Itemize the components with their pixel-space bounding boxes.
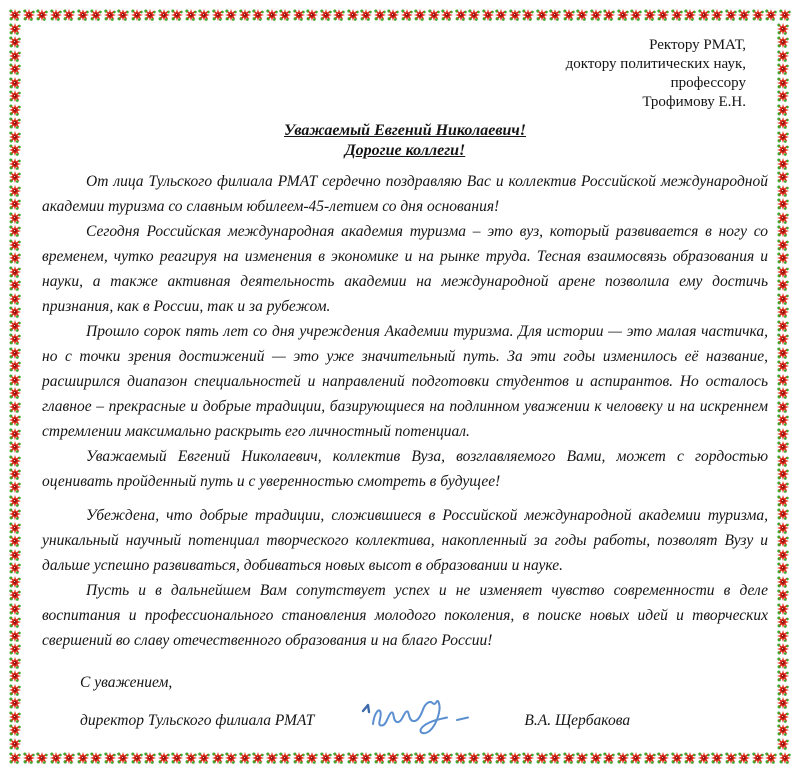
flower-ornament-icon [777, 455, 789, 467]
flower-ornament-icon [23, 9, 35, 21]
flower-ornament-icon [158, 752, 170, 764]
flower-ornament-icon [360, 9, 372, 21]
flower-ornament-icon [77, 9, 89, 21]
flower-ornament-icon [9, 738, 21, 750]
flower-ornament-icon [9, 266, 21, 278]
flower-ornament-icon [428, 752, 440, 764]
flower-ornament-icon [158, 9, 170, 21]
flower-ornament-icon [630, 752, 642, 764]
flower-ornament-icon [509, 752, 521, 764]
flower-ornament-icon [777, 158, 789, 170]
flower-ornament-icon [482, 752, 494, 764]
flower-ornament-icon [644, 752, 656, 764]
flower-ornament-icon [777, 90, 789, 102]
flower-ornament-icon [9, 522, 21, 534]
flower-ornament-icon [777, 603, 789, 615]
flower-ornament-icon [9, 752, 21, 764]
addressee-block [42, 36, 768, 112]
flower-ornament-icon [777, 374, 789, 386]
flower-ornament-icon [9, 711, 21, 723]
flower-ornament-icon [23, 752, 35, 764]
flower-ornament-icon [239, 9, 251, 21]
flower-ornament-icon [468, 9, 480, 21]
flower-ornament-icon [698, 752, 710, 764]
flower-ornament-icon [549, 9, 561, 21]
flower-ornament-icon [779, 9, 791, 21]
flower-ornament-icon [777, 63, 789, 75]
flower-ornament-icon [414, 752, 426, 764]
flower-ornament-icon [777, 630, 789, 642]
flower-ornament-icon [9, 239, 21, 251]
addressee-line: профессору [670, 75, 746, 91]
flower-ornament-icon [777, 77, 789, 89]
flower-ornament-icon [777, 36, 789, 48]
flower-ornament-icon [563, 752, 575, 764]
flower-ornament-icon [777, 428, 789, 440]
salutation-line: Уважаемый Евгений Николаевич! [283, 122, 527, 139]
flower-ornament-icon [333, 9, 345, 21]
flower-ornament-icon [777, 535, 789, 547]
flower-ornament-icon [777, 670, 789, 682]
flower-ornament-icon [9, 347, 21, 359]
flower-ornament-icon [9, 212, 21, 224]
flower-ornament-icon [9, 144, 21, 156]
flower-ornament-icon [36, 752, 48, 764]
flower-ornament-icon [752, 752, 764, 764]
flower-ornament-icon [347, 9, 359, 21]
flower-ornament-icon [9, 670, 21, 682]
flower-ornament-icon [777, 117, 789, 129]
flower-ornament-icon [777, 724, 789, 736]
flower-ornament-icon [9, 589, 21, 601]
flower-ornament-icon [104, 9, 116, 21]
flower-ornament-icon [590, 9, 602, 21]
flower-ornament-icon [9, 643, 21, 655]
flower-ornament-icon [9, 603, 21, 615]
flower-ornament-icon [777, 50, 789, 62]
flower-ornament-icon [657, 9, 669, 21]
flower-ornament-icon [777, 320, 789, 332]
flower-ornament-icon [563, 9, 575, 21]
flower-ornament-icon [777, 293, 789, 305]
flower-ornament-icon [50, 9, 62, 21]
ornament-border-right [777, 23, 790, 750]
flower-ornament-icon [401, 9, 413, 21]
flower-ornament-icon [9, 23, 21, 35]
flower-ornament-icon [765, 752, 777, 764]
flower-ornament-icon [212, 752, 224, 764]
flower-ornament-icon [293, 752, 305, 764]
ornament-border-top [9, 9, 791, 22]
flower-ornament-icon [198, 752, 210, 764]
flower-ornament-icon [90, 9, 102, 21]
flower-ornament-icon [374, 752, 386, 764]
flower-ornament-icon [617, 9, 629, 21]
flower-ornament-icon [777, 279, 789, 291]
flower-ornament-icon [725, 752, 737, 764]
ornament-border-left [9, 23, 22, 750]
flower-ornament-icon [63, 9, 75, 21]
flower-ornament-icon [441, 752, 453, 764]
flower-ornament-icon [9, 293, 21, 305]
flower-ornament-icon [171, 752, 183, 764]
flower-ornament-icon [777, 387, 789, 399]
flower-ornament-icon [698, 9, 710, 21]
flower-ornament-icon [360, 752, 372, 764]
flower-ornament-icon [117, 9, 129, 21]
flower-ornament-icon [536, 9, 548, 21]
flower-ornament-icon [212, 9, 224, 21]
flower-ornament-icon [777, 360, 789, 372]
closing-position: директор Тульского филиала РМАТ [80, 711, 315, 729]
flower-ornament-icon [63, 752, 75, 764]
flower-ornament-icon [279, 752, 291, 764]
flower-ornament-icon [9, 374, 21, 386]
flower-ornament-icon [576, 752, 588, 764]
flower-ornament-icon [777, 333, 789, 345]
flower-ornament-icon [9, 306, 21, 318]
flower-ornament-icon [777, 306, 789, 318]
flower-ornament-icon [9, 333, 21, 345]
flower-ornament-icon [509, 9, 521, 21]
flower-ornament-icon [441, 9, 453, 21]
flower-ornament-icon [495, 752, 507, 764]
flower-ornament-icon [777, 252, 789, 264]
flower-ornament-icon [171, 9, 183, 21]
flower-ornament-icon [455, 9, 467, 21]
flower-ornament-icon [9, 576, 21, 588]
salutation-line: Дорогие коллеги! [344, 142, 466, 159]
addressee-line: доктору политических наук, [565, 56, 746, 72]
flower-ornament-icon [777, 441, 789, 453]
flower-ornament-icon [9, 198, 21, 210]
flower-ornament-icon [617, 752, 629, 764]
flower-ornament-icon [549, 752, 561, 764]
addressee-line: Ректору РМАТ, [649, 37, 746, 53]
flower-ornament-icon [9, 468, 21, 480]
ornament-border-bottom [9, 752, 791, 765]
flower-ornament-icon [777, 144, 789, 156]
flower-ornament-icon [777, 643, 789, 655]
flower-ornament-icon [266, 752, 278, 764]
signature-dash [457, 718, 468, 721]
flower-ornament-icon [9, 441, 21, 453]
closing-block [42, 670, 768, 743]
flower-ornament-icon [9, 684, 21, 696]
signature-tick [363, 705, 369, 712]
flower-ornament-icon [9, 697, 21, 709]
flower-ornament-icon [374, 9, 386, 21]
flower-ornament-icon [131, 752, 143, 764]
flower-ornament-icon [9, 414, 21, 426]
flower-ornament-icon [9, 252, 21, 264]
flower-ornament-icon [117, 752, 129, 764]
paragraph-1: От лица Тульского филиала РМАТ сердечно поздравляю Вас и коллектив Российской международной академии туризма со славным юбилеем-45-летием со дня основания! [42, 173, 768, 215]
flower-ornament-icon [777, 171, 789, 183]
flower-ornament-icon [414, 9, 426, 21]
paragraph-2: Сегодня Российская международная академия туризма – это вуз, который развивается в ногу со временем, чутко реагируя на изменения в экономике и на рынке труда. Тесная взаимосвязь образования и науки, а также активная деятельность академии на международной арене позволила ему достичь признания, как в России, так и за рубежом. [42, 223, 768, 315]
flower-ornament-icon [752, 9, 764, 21]
flower-ornament-icon [9, 549, 21, 561]
flower-ornament-icon [590, 752, 602, 764]
flower-ornament-icon [9, 9, 21, 21]
flower-ornament-icon [36, 9, 48, 21]
letter-body [42, 169, 768, 653]
flower-ornament-icon [9, 455, 21, 467]
flower-ornament-icon [777, 198, 789, 210]
flower-ornament-icon [9, 481, 21, 493]
flower-ornament-icon [347, 752, 359, 764]
flower-ornament-icon [777, 508, 789, 520]
flower-ornament-icon [9, 616, 21, 628]
flower-ornament-icon [77, 752, 89, 764]
flower-ornament-icon [9, 63, 21, 75]
flower-ornament-icon [198, 9, 210, 21]
flower-ornament-icon [131, 9, 143, 21]
flower-ornament-icon [777, 684, 789, 696]
paragraph-6: Пусть и в дальнейшем Вам сопутствует успех и не изменяет чувство современности в деле воспитания и профессионального становления молодого поколения, в поиске новых идей и творческих свершений во славу отечественного образования и на благо России! [42, 582, 768, 649]
flower-ornament-icon [777, 697, 789, 709]
flower-ornament-icon [9, 117, 21, 129]
flower-ornament-icon [320, 9, 332, 21]
signature-icon [358, 694, 476, 740]
flower-ornament-icon [9, 279, 21, 291]
flower-ornament-icon [266, 9, 278, 21]
flower-ornament-icon [777, 657, 789, 669]
closing-row [42, 697, 768, 743]
flower-ornament-icon [468, 752, 480, 764]
flower-ornament-icon [9, 562, 21, 574]
flower-ornament-icon [657, 752, 669, 764]
addressee-line: Трофимову Е.Н. [642, 94, 746, 110]
flower-ornament-icon [185, 9, 197, 21]
flower-ornament-icon [630, 9, 642, 21]
flower-ornament-icon [777, 711, 789, 723]
flower-ornament-icon [9, 77, 21, 89]
flower-ornament-icon [777, 589, 789, 601]
flower-ornament-icon [777, 23, 789, 35]
flower-ornament-icon [9, 50, 21, 62]
flower-ornament-icon [9, 401, 21, 413]
paragraph-3: Прошло сорок пять лет со дня учреждения Академии туризма. Для истории — это малая частичка, но с точки зрения достижений — это уже значительный путь. За эти годы изменилось её название, расширился диапазон специальностей и направлений подготовки студентов и аспирантов. Но осталось главное – прекрасные и добрые традиции, базирующиеся на подлинном уважении к человеку и на искреннем стремлении максимально раскрыть его личностный потенциал. [42, 323, 768, 440]
flower-ornament-icon [9, 657, 21, 669]
flower-ornament-icon [777, 185, 789, 197]
flower-ornament-icon [777, 266, 789, 278]
flower-ornament-icon [90, 752, 102, 764]
paragraph-5: Убеждена, что добрые традиции, сложившиеся в Российской международной академии туризма, уникальный научный потенциал творческого коллектива, накопленный за годы работы, позволят Вузу и дальше успешно развиваться, добиваться новых высот в образовании и науке. [42, 507, 768, 574]
flower-ornament-icon [185, 752, 197, 764]
flower-ornament-icon [428, 9, 440, 21]
flower-ornament-icon [684, 9, 696, 21]
flower-ornament-icon [777, 562, 789, 574]
flower-ornament-icon [576, 9, 588, 21]
flower-ornament-icon [9, 428, 21, 440]
flower-ornament-icon [536, 752, 548, 764]
flower-ornament-icon [738, 752, 750, 764]
flower-ornament-icon [777, 549, 789, 561]
signature-stroke [373, 701, 447, 733]
flower-ornament-icon [320, 752, 332, 764]
flower-ornament-icon [671, 9, 683, 21]
flower-ornament-icon [482, 9, 494, 21]
flower-ornament-icon [9, 158, 21, 170]
flower-ornament-icon [725, 9, 737, 21]
flower-ornament-icon [9, 36, 21, 48]
letter-content [42, 36, 768, 743]
flower-ornament-icon [711, 752, 723, 764]
flower-ornament-icon [9, 724, 21, 736]
closing-regards: С уважением, [80, 674, 173, 691]
flower-ornament-icon [104, 752, 116, 764]
flower-ornament-icon [9, 387, 21, 399]
flower-ornament-icon [306, 752, 318, 764]
flower-ornament-icon [252, 9, 264, 21]
flower-ornament-icon [684, 752, 696, 764]
flower-ornament-icon [777, 212, 789, 224]
flower-ornament-icon [777, 414, 789, 426]
flower-ornament-icon [293, 9, 305, 21]
flower-ornament-icon [495, 9, 507, 21]
flower-ornament-icon [9, 508, 21, 520]
flower-ornament-icon [50, 752, 62, 764]
flower-ornament-icon [9, 185, 21, 197]
flower-ornament-icon [306, 9, 318, 21]
flower-ornament-icon [777, 225, 789, 237]
flower-ornament-icon [9, 171, 21, 183]
flower-ornament-icon [9, 320, 21, 332]
flower-ornament-icon [777, 481, 789, 493]
flower-ornament-icon [9, 225, 21, 237]
closing-name: В.А. Щербакова [524, 711, 631, 729]
flower-ornament-icon [777, 468, 789, 480]
flower-ornament-icon [279, 9, 291, 21]
salutation-block [42, 121, 768, 161]
flower-ornament-icon [777, 495, 789, 507]
flower-ornament-icon [777, 738, 789, 750]
flower-ornament-icon [777, 522, 789, 534]
flower-ornament-icon [603, 9, 615, 21]
flower-ornament-icon [239, 752, 251, 764]
flower-ornament-icon [401, 752, 413, 764]
flower-ornament-icon [9, 630, 21, 642]
flower-ornament-icon [671, 752, 683, 764]
flower-ornament-icon [455, 752, 467, 764]
flower-ornament-icon [225, 9, 237, 21]
flower-ornament-icon [777, 347, 789, 359]
flower-ornament-icon [522, 752, 534, 764]
flower-ornament-icon [779, 752, 791, 764]
flower-ornament-icon [711, 9, 723, 21]
flower-ornament-icon [777, 131, 789, 143]
flower-ornament-icon [387, 752, 399, 764]
flower-ornament-icon [765, 9, 777, 21]
flower-ornament-icon [644, 9, 656, 21]
paragraph-4: Уважаемый Евгений Николаевич, коллектив Вуза, возглавляемого Вами, может с гордостью оценивать пройденный путь и с уверенностью смотреть в будущее! [42, 448, 768, 490]
flower-ornament-icon [9, 90, 21, 102]
flower-ornament-icon [387, 9, 399, 21]
flower-ornament-icon [144, 752, 156, 764]
flower-ornament-icon [9, 360, 21, 372]
flower-ornament-icon [144, 9, 156, 21]
flower-ornament-icon [9, 131, 21, 143]
flower-ornament-icon [522, 9, 534, 21]
flower-ornament-icon [252, 752, 264, 764]
flower-ornament-icon [777, 239, 789, 251]
flower-ornament-icon [9, 104, 21, 116]
flower-ornament-icon [225, 752, 237, 764]
flower-ornament-icon [777, 576, 789, 588]
flower-ornament-icon [333, 752, 345, 764]
flower-ornament-icon [9, 535, 21, 547]
flower-ornament-icon [777, 401, 789, 413]
flower-ornament-icon [738, 9, 750, 21]
flower-ornament-icon [777, 616, 789, 628]
flower-ornament-icon [603, 752, 615, 764]
flower-ornament-icon [777, 104, 789, 116]
flower-ornament-icon [9, 495, 21, 507]
